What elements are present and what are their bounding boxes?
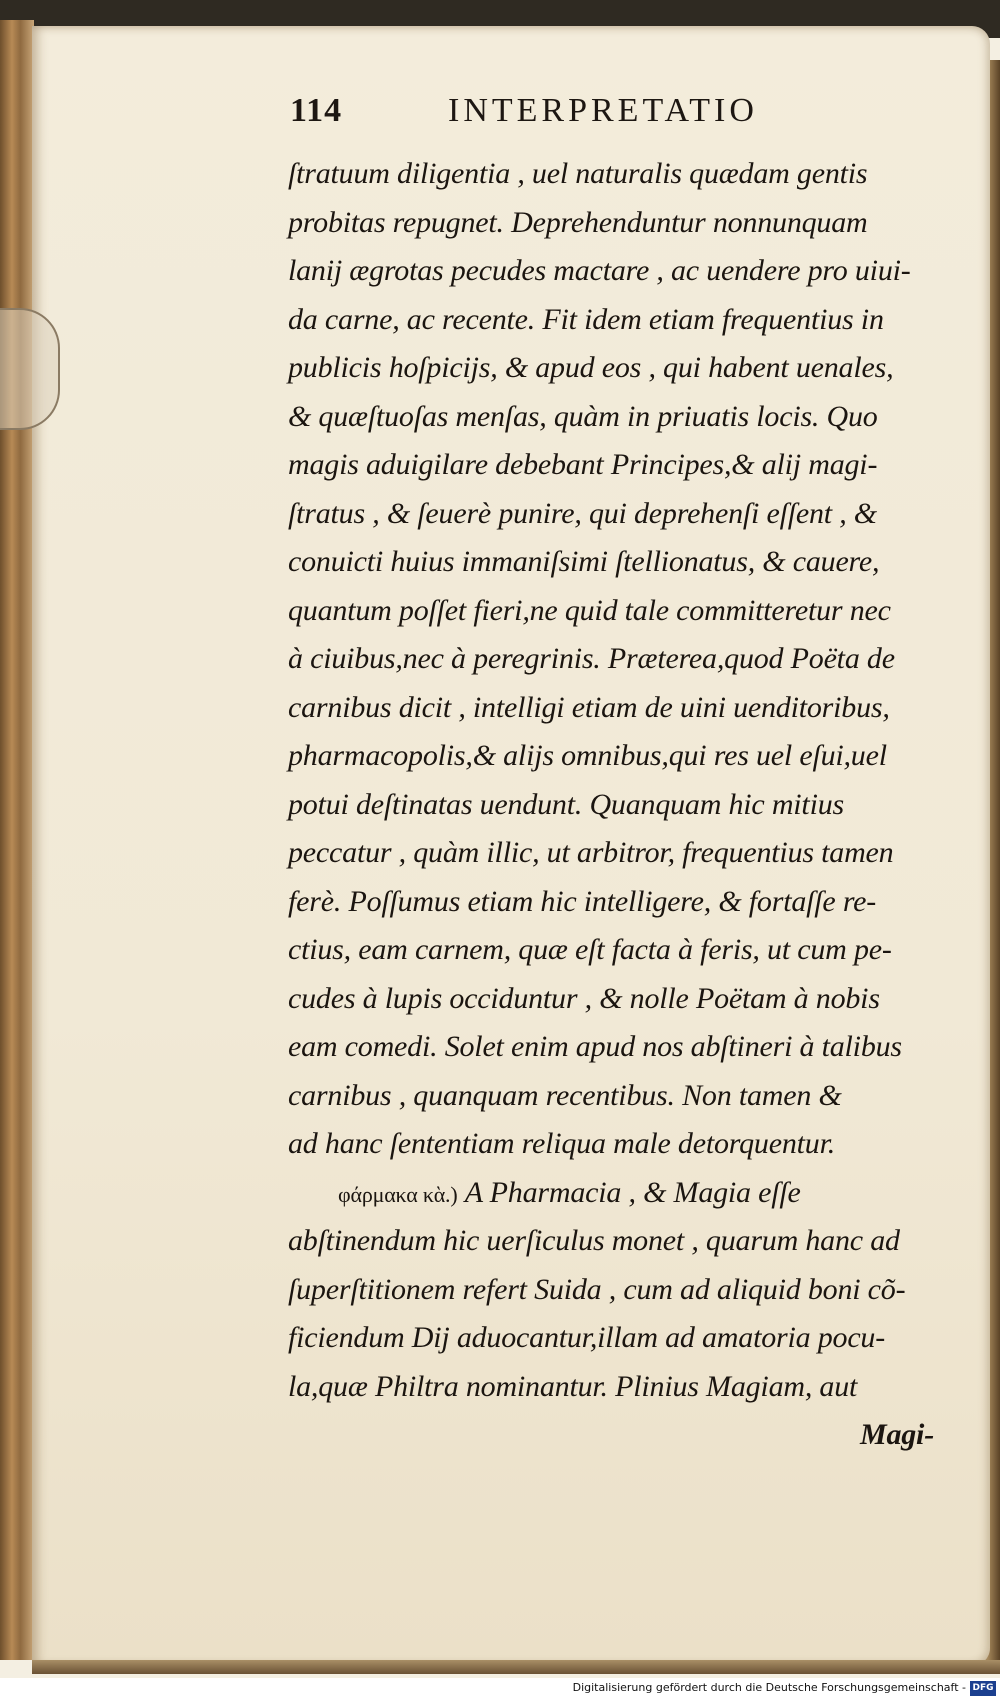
text-line: da carne, ac recente. Fit idem etiam frequentius in — [288, 302, 884, 336]
text-line: carnibus dicit , intelligi etiam de uini uenditoribus, — [288, 690, 890, 724]
text-line: la,quæ Philtra nominantur. Plinius Magiam, aut — [288, 1369, 858, 1403]
dfg-logo: DFG — [970, 1681, 996, 1696]
page-header — [290, 92, 930, 136]
text-line: lanij ægrotas pecudes mactare , ac uendere pro uiui- — [288, 254, 911, 287]
catchword: Magi- — [859, 1418, 934, 1451]
page-clip — [0, 308, 60, 430]
text-line: à ciuibus,nec à peregrinis. Præterea,quod Poëta de — [288, 642, 895, 675]
text-line: publicis hoſpicijs, & apud eos , qui habent uenales, — [288, 351, 894, 384]
text-line: ſuperſtitionem refert Suida , cum ad aliquid boni cõ- — [288, 1272, 906, 1306]
text-line: carnibus , quanquam recentibus. Non tamen & — [288, 1078, 842, 1112]
text-line: ad hanc ſententiam reliqua male detorquentur. — [288, 1127, 836, 1160]
text-line: conuicti huius immaniſsimi ſtellionatus, & cauere, — [288, 545, 880, 578]
text-line: quantum poſſet fieri,ne quid tale committeretur nec — [288, 593, 891, 627]
text-line: cudes à lupis occiduntur , & nolle Poëtam à nobis — [288, 981, 880, 1015]
digitization-footer — [0, 1678, 1000, 1700]
page-bottom-edge — [32, 1660, 1000, 1674]
text-line: ſtratuum diligentia , uel naturalis quædam gentis — [288, 157, 868, 190]
text-line: peccatur , quàm illic, ut arbitror, frequentius tamen — [288, 836, 894, 869]
lemma-text: A Pharmacia , & Magia eſſe — [464, 1175, 801, 1209]
text-line: potui deſtinatas uendunt. Quanquam hic mitius — [288, 787, 844, 821]
page-number: 114 — [290, 92, 343, 129]
footer-credit: Digitalisierung gefördert durch die Deutsche Forschungsgemeinschaft - — [572, 1681, 966, 1694]
running-head: INTERPRETATIO — [448, 92, 758, 129]
text-line: ctius, eam carnem, quæ eſt facta à feris, ut cum pe- — [288, 933, 892, 966]
text-line: eam comedi. Solet enim apud nos abſtineri à talibus — [288, 1030, 902, 1063]
text-block — [288, 150, 938, 1460]
text-line: ferè. Poſſumus etiam hic intelligere, & fortaſſe re- — [288, 884, 877, 918]
text-line: magis aduigilare debebant Principes,& alij magi- — [288, 448, 878, 481]
greek-lemma: φάρμακα κὰ.) — [338, 1181, 458, 1207]
text-line: abſtinendum hic uerſiculus monet , quarum hanc ad — [288, 1224, 900, 1257]
paragraph-lemma-line — [288, 1169, 938, 1218]
text-line: & quæſtuoſas menſas, quàm in priuatis locis. Quo — [288, 399, 878, 433]
text-line: pharmacopolis,& alijs omnibus,qui res uel eſui,uel — [288, 739, 887, 772]
text-line: ſtratus , & ſeuerè punire, qui deprehenſi eſſent , & — [288, 496, 877, 530]
text-line: probitas repugnet. Deprehenduntur nonnunquam — [288, 205, 868, 239]
text-line: ficiendum Dij aduocantur,illam ad amatoria pocu- — [288, 1321, 886, 1354]
book-spine — [0, 20, 34, 1660]
